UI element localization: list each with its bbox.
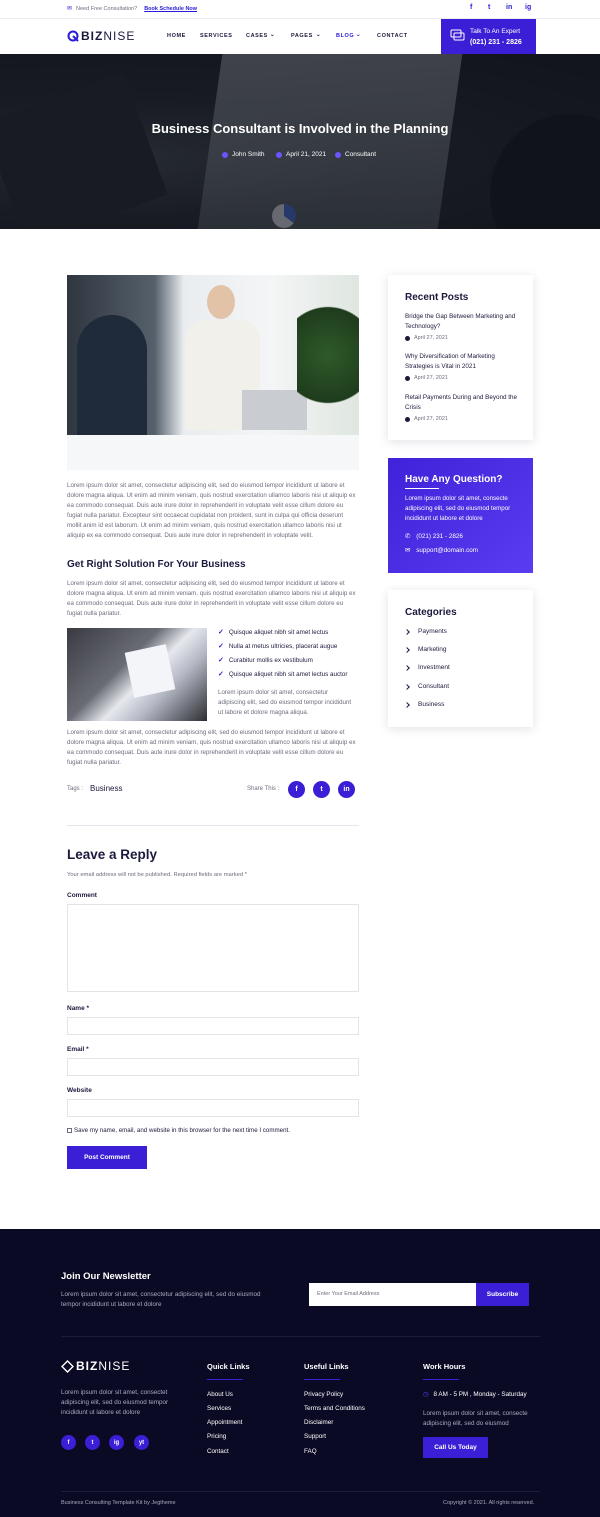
clock-icon — [405, 376, 410, 381]
consultation-message — [67, 5, 197, 12]
chat-icon — [450, 29, 465, 42]
recent-post-link[interactable]: Retail Payments During and Beyond the Crisis — [405, 394, 518, 411]
useful-links-title: Useful Links — [304, 1362, 349, 1371]
title-underline — [207, 1379, 243, 1380]
reply-title: Leave a Reply — [67, 847, 158, 862]
checklist-text: Nulla at metus ultricies, placerat augue — [228, 642, 338, 650]
twitter-icon[interactable]: t — [488, 4, 491, 11]
email-label: Email * — [67, 1046, 89, 1053]
check-icon: ✓ — [218, 629, 224, 636]
name-label: Name * — [67, 1005, 90, 1012]
chevron-right-icon — [404, 629, 410, 635]
checklist-item — [218, 670, 348, 678]
footer-logo[interactable] — [61, 1359, 130, 1373]
post-category[interactable] — [335, 151, 376, 158]
woman-face — [207, 285, 235, 319]
phone-row[interactable] — [405, 533, 463, 540]
website-field[interactable] — [67, 1099, 359, 1117]
logo-text-bold: BIZ — [81, 29, 104, 43]
recent-post-link[interactable]: Why Diversification of Marketing Strategies is Vital in 2021 — [405, 353, 495, 370]
nav-home[interactable]: HOME — [167, 33, 186, 39]
post-author[interactable] — [222, 151, 265, 158]
facebook-icon[interactable]: f — [470, 4, 473, 11]
newsletter-title: Join Our Newsletter — [61, 1271, 151, 1282]
footer-link[interactable]: Services — [207, 1405, 232, 1412]
chevron-right-icon — [404, 684, 410, 690]
meeting-image — [67, 628, 207, 721]
recent-post-date — [405, 335, 448, 341]
footer-link[interactable]: Terms and Conditions — [304, 1405, 365, 1412]
email-text: support@domain.com — [416, 547, 478, 554]
widget-title: Categories — [405, 607, 457, 618]
logo-text-light: NISE — [103, 29, 136, 43]
article-intro: Lorem ipsum dolor sit amet, consectetur adipiscing elit, sed do eiusmod tempor incididunt ut labore et dolore magna aliqua. Ut enim ad minim veniam, quis nostrud exercitation ullamco laboris nisi ut aliquip ex ea commodo consequat. Duis aute irure dolor in reprehenderit in voluptate velit esse cillum dolore eu fugiat nulla pariatur. Excepteur sint occaecat cupidatat non proident, sunt in culpa qui officia deserunt mollit anim id est laborum. Ut enim ad minim veniam, quis nostrud exercitation ullamco laboris nisi ut aliquip ex ea commodo consequat. Duis aute irure dolor in reprehenderit in voluptate velit. — [67, 482, 356, 539]
category-label: Marketing — [418, 646, 447, 653]
category-label: Investment — [418, 664, 450, 671]
category-label: Consultant — [418, 683, 450, 690]
hours-description: Lorem ipsum dolor sit amet, consecte adipiscing elit, sed do eiusmod — [423, 1410, 528, 1427]
email-row[interactable] — [405, 547, 478, 554]
category-item[interactable] — [405, 664, 450, 671]
tag-business[interactable]: Business — [90, 784, 123, 793]
article-paragraph: Lorem ipsum dolor sit amet, consectetur adipiscing elit, sed do eiusmod tempor incididunt ut labore et dolore magna aliqua. Ut enim ad minim veniam, quis nostrud exercitation ullamco laboris nisi ut aliquip ex ea commodo consequat. Duis aute irure dolor in reprehenderit in voluptate velit esse cillum dolore eu fugiat nulla pariatur. — [67, 580, 356, 617]
copyright-text: Copyright © 2021. All rights reserved. — [443, 1500, 535, 1506]
date-text: April 27, 2021 — [414, 416, 448, 422]
footer-about: Lorem ipsum dolor sit amet, consectet adipiscing elit, sed do eiusmod tempor incididunt ut labore et dolore — [61, 1389, 169, 1416]
footer-link[interactable]: Appointment — [207, 1419, 243, 1426]
chevron-down-icon: ⌄ — [316, 32, 322, 38]
checklist-item — [218, 628, 328, 636]
category-text: Consultant — [345, 151, 377, 158]
share-label: Share This : — [247, 786, 280, 792]
recent-posts-widget — [388, 275, 533, 440]
hero-overlay — [0, 54, 600, 229]
title-underline — [423, 1379, 459, 1380]
footer-credit: Business Consulting Template Kit by Jegtheme — [61, 1500, 176, 1506]
nav-cases[interactable]: CASES — [246, 33, 268, 39]
instagram-icon[interactable]: ig — [109, 1435, 124, 1450]
nav-pages[interactable]: PAGES — [291, 33, 313, 39]
subscribe-button[interactable]: Subscribe — [476, 1283, 529, 1306]
category-label: Payments — [418, 628, 447, 635]
hours-row — [423, 1391, 527, 1398]
book-schedule-link[interactable]: Book Schedule Now — [144, 5, 198, 12]
date-text: April 21, 2021 — [286, 151, 327, 158]
question-title: Have Any Question? — [405, 474, 503, 485]
checklist-text: Quisque aliquet nibh sit amet lectus auctor — [228, 670, 348, 678]
recent-post-link[interactable]: Bridge the Gap Between Marketing and Technology? — [405, 313, 516, 330]
phone-text: (021) 231 - 2826 — [416, 533, 463, 540]
chevron-down-icon: ⌄ — [356, 32, 362, 38]
category-item[interactable] — [405, 701, 444, 708]
plant-image — [297, 295, 359, 415]
work-hours-title: Work Hours — [423, 1362, 466, 1371]
nav-services[interactable]: SERVICES — [200, 33, 233, 39]
question-text: Lorem ipsum dolor sit amet, consecte adipiscing elit, sed do eiusmod tempor incididunt ut labore et dolore — [405, 495, 511, 522]
recent-post-date — [405, 375, 448, 381]
folder-icon — [335, 152, 341, 158]
checklist-item — [218, 656, 313, 664]
question-widget — [388, 458, 533, 573]
share-linkedin-icon[interactable]: in — [338, 781, 355, 798]
widget-title: Recent Posts — [405, 292, 469, 303]
email-field[interactable] — [67, 1058, 359, 1076]
logo-icon — [67, 30, 79, 42]
phone-icon: ✆ — [405, 533, 411, 540]
footer-divider — [61, 1336, 540, 1337]
footer-link[interactable]: Pricing — [207, 1433, 227, 1440]
logo-text-bold: BIZ — [76, 1359, 99, 1373]
category-item[interactable] — [405, 646, 447, 653]
mail-icon: ✉ — [405, 547, 411, 554]
checklist-text: Quisque aliquet nibh sit amet lectus — [228, 628, 329, 636]
categories-widget — [388, 590, 533, 727]
nav-contact[interactable]: CONTACT — [377, 33, 408, 39]
page-title: Business Consultant is Involved in the Planning — [151, 121, 449, 136]
clock-icon — [405, 336, 410, 341]
divider — [67, 825, 359, 826]
checklist-item — [218, 642, 337, 650]
section-heading: Get Right Solution For Your Business — [67, 559, 246, 570]
nav-blog[interactable]: BLOG — [336, 33, 355, 39]
chevron-right-icon — [404, 665, 410, 671]
talk-to-expert-button[interactable] — [441, 19, 536, 54]
checklist-text: Curabitur mollis ex vestibulum — [228, 656, 313, 664]
cta-label: Talk To An Expert — [470, 28, 521, 35]
document-image — [125, 644, 176, 698]
clock-icon: ◷ — [423, 1391, 429, 1398]
footer — [0, 1229, 600, 1517]
title-underline — [405, 488, 439, 489]
chevron-right-icon — [404, 702, 410, 708]
logo[interactable] — [67, 29, 135, 43]
category-item[interactable] — [405, 628, 447, 635]
footer-link[interactable]: FAQ — [304, 1448, 317, 1455]
hero-banner — [0, 54, 600, 229]
checklist-paragraph: Lorem ipsum dolor sit amet, consectetur adipiscing elit, sed do eiusmod tempor incididunt ut labore et dolore magna aliqua. — [218, 689, 352, 716]
logo-icon — [61, 1360, 74, 1373]
tags-label: Tags : — [67, 786, 84, 792]
footer-bottom-divider — [61, 1491, 540, 1492]
footer-link[interactable]: Disclaimer — [304, 1419, 334, 1426]
newsletter-email-input[interactable]: Enter Your Email Address — [309, 1283, 476, 1306]
article-image — [67, 275, 359, 470]
desk-surface — [67, 435, 359, 470]
category-item[interactable] — [405, 683, 449, 690]
website-label: Website — [67, 1087, 92, 1094]
quick-links-title: Quick Links — [207, 1362, 250, 1371]
call-us-button[interactable]: Call Us Today — [423, 1437, 488, 1458]
logo-text-light: NISE — [98, 1359, 131, 1373]
footer-link[interactable]: About Us — [207, 1391, 233, 1398]
date-text: April 27, 2021 — [414, 335, 448, 341]
newsletter-text: Lorem ipsum dolor sit amet, consectetur adipiscing elit, sed do eiusmod tempor incididunt ut labore et dolore — [61, 1291, 261, 1308]
reply-note: Your email address will not be published. Required fields are marked * — [67, 872, 247, 878]
share-twitter-icon[interactable]: t — [313, 781, 330, 798]
footer-link[interactable]: Support — [304, 1433, 327, 1440]
user-icon — [222, 152, 228, 158]
save-checkbox-label: Save my name, email, and website in this browser for the next time I comment. — [74, 1127, 290, 1134]
date-text: April 27, 2021 — [414, 375, 448, 381]
footer-link[interactable]: Privacy Policy — [304, 1391, 344, 1398]
top-bar — [0, 0, 600, 19]
chevron-down-icon: ⌄ — [270, 32, 276, 38]
article-paragraph: Lorem ipsum dolor sit amet, consectetur adipiscing elit, sed do eiusmod tempor incididunt ut labore et dolore magna aliqua. Ut enim ad minim veniam, quis nostrud exercitation ullamco laboris nisi ut aliquip ex ea commodo consequat. Duis aute irure dolor in reprehenderit in voluptate velit esse cillum dolore eu fugiat nulla pariatur. — [67, 729, 356, 766]
share-facebook-icon[interactable]: f — [288, 781, 305, 798]
post-comment-button[interactable]: Post Comment — [67, 1146, 147, 1169]
calendar-icon — [276, 152, 282, 158]
comment-textarea[interactable] — [67, 904, 359, 992]
instagram-icon[interactable]: ig — [525, 4, 532, 11]
clock-icon — [405, 417, 410, 422]
author-name: John Smith — [232, 151, 265, 158]
mail-icon: ✉ — [67, 6, 73, 12]
linkedin-icon[interactable]: in — [506, 4, 513, 11]
check-icon: ✓ — [218, 643, 224, 650]
check-icon: ✓ — [218, 671, 224, 678]
post-date — [276, 151, 326, 158]
consultation-text: Need Free Consultation? — [76, 5, 138, 12]
cta-phone: (021) 231 - 2826 — [470, 39, 522, 46]
title-underline — [304, 1379, 340, 1380]
comment-label: Comment — [67, 892, 97, 899]
twitter-icon[interactable]: t — [85, 1435, 100, 1450]
check-icon: ✓ — [218, 657, 224, 664]
facebook-icon[interactable]: f — [61, 1435, 76, 1450]
save-checkbox[interactable] — [67, 1128, 72, 1133]
footer-link[interactable]: Contact — [207, 1448, 229, 1455]
recent-post-date — [405, 416, 448, 422]
category-label: Business — [418, 701, 445, 708]
hours-text: 8 AM - 5 PM , Monday - Saturday — [433, 1391, 527, 1398]
name-field[interactable] — [67, 1017, 359, 1035]
chevron-right-icon — [404, 647, 410, 653]
youtube-icon[interactable]: yt — [134, 1435, 149, 1450]
